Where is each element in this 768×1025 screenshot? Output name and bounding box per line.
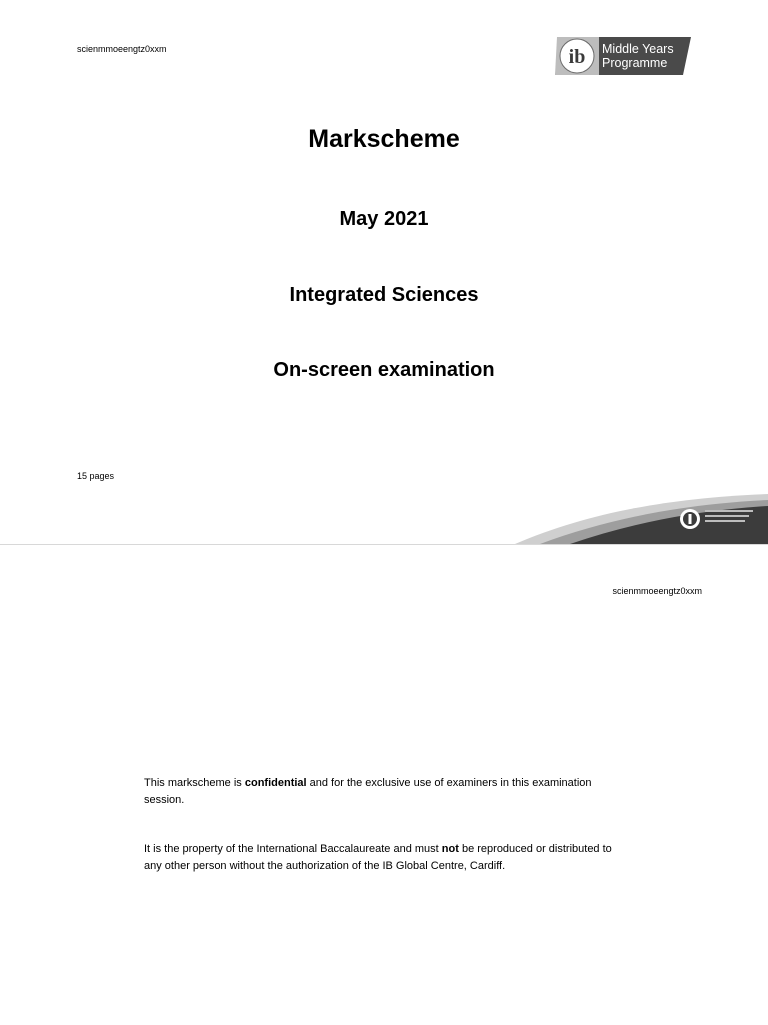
ib-mark-icon: ib <box>568 46 586 68</box>
confidentiality-page <box>0 544 768 1025</box>
notice-2-post: be reproduced or distributed to any other person without the authorization of the IB Global Centre, Cardiff. <box>144 843 612 872</box>
notice-2-bold: not <box>441 843 459 855</box>
ib-mypm-logo <box>555 36 691 76</box>
ib-footer-swoosh <box>515 490 768 544</box>
document-title: Markscheme <box>308 125 460 153</box>
notice-1-post: and for the exclusive use of examiners in this examination session. <box>144 777 592 806</box>
document-code-page2: scienmmoeengtz0xxm <box>612 586 702 596</box>
document-code: scienmmoeengtz0xxm <box>77 44 167 54</box>
exam-mode: On-screen examination <box>273 359 495 381</box>
logo-line-1: Middle Years <box>602 42 674 56</box>
subject-name: Integrated Sciences <box>289 284 479 306</box>
confidentiality-notice <box>144 775 624 809</box>
notice-1-pre: This markscheme is <box>144 777 245 789</box>
notice-2-pre: It is the property of the International Baccalaureate and must <box>144 843 442 855</box>
logo-line-2: Programme <box>602 56 668 70</box>
page-count: 15 pages <box>77 471 115 481</box>
exam-session: May 2021 <box>339 208 429 230</box>
notice-1-bold: confidential <box>244 777 307 789</box>
property-notice <box>144 841 624 875</box>
